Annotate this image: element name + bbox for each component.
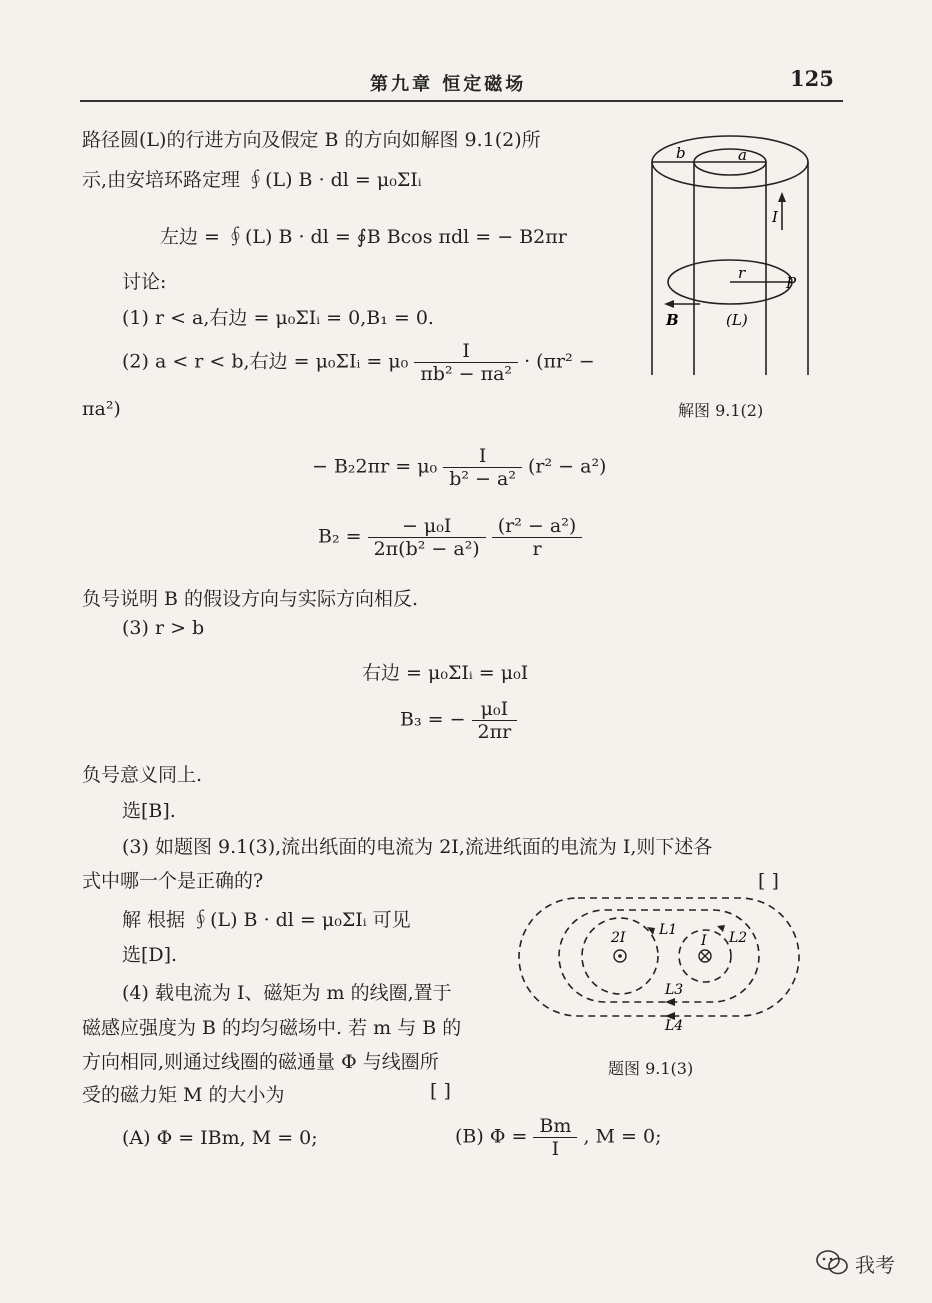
equation-2 [312, 445, 606, 490]
discussion-heading: 讨论: [122, 271, 167, 293]
figure-1-label-B: B [666, 311, 679, 329]
figure-2-label-I: I [701, 933, 707, 949]
equation-5-numerator: μ₀I [472, 698, 518, 721]
equation-2-denominator: b² − a² [449, 468, 516, 490]
equation-5-fraction [472, 698, 518, 743]
equation-2-left: − B₂2πr = μ₀ [312, 455, 438, 478]
figure-2-caption: 题图 9.1(3) [608, 1059, 694, 1078]
equation-3-left: B₂ = [318, 525, 362, 548]
question-3-bracket: [ ] [758, 870, 779, 892]
figure-1-caption: 解图 9.1(2) [678, 401, 764, 420]
watermark-text: 我考 [855, 1252, 895, 1277]
figure-2-label-L1: L1 [659, 922, 678, 938]
figure-2-label-L2: L2 [729, 930, 748, 946]
equation-2-fraction [443, 445, 522, 490]
equation-2-right: (r² − a²) [528, 455, 607, 478]
option-b-numerator: Bm [533, 1115, 577, 1138]
equation-3 [318, 515, 582, 560]
case-3: (3) r > b [122, 617, 205, 639]
figure-2-label-2I: 2I [611, 930, 626, 946]
solution-line: 解 根据 ∮(L) B · dl = μ₀ΣIᵢ 可见 [122, 909, 411, 931]
equation-3-numerator-1: − μ₀I [368, 515, 486, 538]
case-1: (1) r < a,右边 = μ₀ΣIᵢ = 0,B₁ = 0. [122, 307, 434, 329]
case-2-denominator: πb² − πa² [420, 363, 513, 385]
figure-1-label-I: I [772, 208, 778, 226]
option-b-fraction [533, 1115, 577, 1160]
figure-1-label-b: b [676, 144, 686, 162]
question-4-line-2: 磁感应强度为 B 的均匀磁场中. 若 m 与 B 的 [82, 1017, 462, 1039]
figure-1-label-r: r [738, 264, 746, 282]
equation-4: 右边 = μ₀ΣIᵢ = μ₀I [362, 662, 529, 684]
option-b-denominator: I [551, 1138, 560, 1160]
question-4-line-4: 受的磁力矩 M 的大小为 [82, 1084, 285, 1106]
figure-2-label-L3: L3 [665, 982, 684, 998]
equation-5-denominator: 2πr [477, 721, 512, 743]
answer-b: 选[B]. [122, 800, 176, 822]
text-line-1: 路径圆(L)的行进方向及假定 B 的方向如解图 9.1(2)所 [82, 129, 541, 151]
figure-1-label-P: P [786, 274, 797, 292]
equation-3-denominator-2: r [532, 538, 542, 560]
equation-3-numerator-2: (r² − a²) [492, 515, 582, 538]
text-line-2: 示,由安培环路定理 ∮(L) B · dl = μ₀ΣIᵢ [82, 169, 422, 191]
question-3-line-1: (3) 如题图 9.1(3),流出纸面的电流为 2I,流进纸面的电流为 I,则下述各 [122, 836, 713, 858]
equation-3-fraction-1 [368, 515, 486, 560]
case-2-fraction [414, 340, 518, 385]
answer-d: 选[D]. [122, 944, 178, 966]
equation-5-left: B₃ = − [400, 708, 466, 731]
chapter-title: 第九章 恒定磁场 [370, 74, 527, 95]
question-4-bracket: [ ] [430, 1080, 451, 1102]
question-4-line-3: 方向相同,则通过线圈的磁通量 Φ 与线圈所 [82, 1051, 439, 1073]
option-a: (A) Φ = IBm, M = 0; [122, 1127, 318, 1149]
equation-left-side: 左边 = ∮(L) B · dl = ∮B Bcos πdl = − B2πr [160, 226, 567, 248]
option-b-text: (B) Φ = [455, 1125, 528, 1148]
chat-bubble-icon [815, 1248, 849, 1278]
case-2-continuation: πa²) [82, 398, 121, 420]
equation-3-denominator-1: 2π(b² − a²) [373, 538, 480, 560]
header-rule [80, 100, 843, 102]
figure-1-label-L: (L) [726, 311, 748, 329]
question-3-line-2: 式中哪一个是正确的? [82, 870, 264, 892]
option-b [455, 1115, 661, 1160]
case-2-numerator: I [414, 340, 518, 363]
page-number: 125 [790, 66, 834, 91]
same-meaning-note: 负号意义同上. [82, 764, 203, 786]
watermark [815, 1248, 895, 1278]
equation-5 [400, 698, 517, 743]
figure-2-label-L4: L4 [665, 1018, 684, 1030]
case-2-tail: · (πr² − [524, 350, 595, 373]
case-2-text: (2) a < r < b,右边 = μ₀ΣIᵢ = μ₀ [122, 350, 409, 373]
case-2 [122, 340, 595, 385]
option-b-tail: , M = 0; [583, 1125, 662, 1148]
equation-2-numerator: I [443, 445, 522, 468]
figure-coaxial-cylinder [640, 130, 820, 380]
negative-sign-note: 负号说明 B 的假设方向与实际方向相反. [82, 588, 419, 610]
figure-1-label-a: a [738, 146, 747, 164]
question-4-line-1: (4) 载电流为 I、磁矩为 m 的线圈,置于 [122, 982, 452, 1004]
figure-current-loops [515, 890, 805, 1030]
equation-3-fraction-2 [492, 515, 582, 560]
